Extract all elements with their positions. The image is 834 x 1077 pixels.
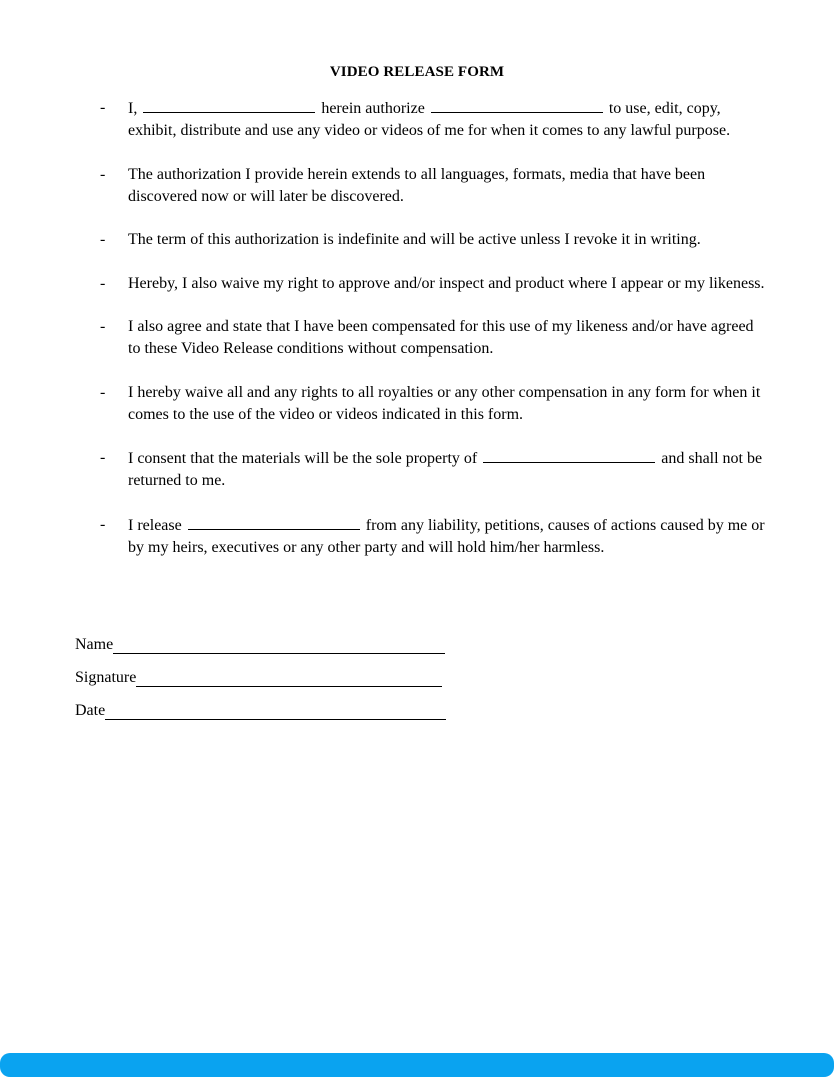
clause-compensation — [98, 316, 766, 360]
clause-release-liability — [98, 514, 766, 559]
clause-text: I hereby waive all and any rights to all royalties or any other compensation in any form for when it comes to the use of the video or videos indicated in this form. — [128, 383, 761, 423]
name-field-line[interactable] — [113, 636, 445, 654]
clause-text: The term of this authorization is indefinite and will be active unless I revoke it in writing. — [128, 231, 701, 248]
date-field-line[interactable] — [105, 702, 446, 720]
clause-text: Hereby, I also waive my right to approve and/or inspect and product where I appear or my likeness. — [128, 274, 765, 292]
footer-accent-bar — [0, 1053, 834, 1077]
bullet-dash: - — [100, 165, 106, 183]
clause-text: to use, edit, copy, exhibit, distribute and use any video or videos of me for when it comes to any lawful purpose. — [128, 100, 731, 139]
date-label: Date — [75, 702, 106, 719]
clause-text: from any liability, petitions, causes of actions caused by me or by my heirs, executives or any other party and will hold him/her harmless. — [128, 516, 765, 556]
clause-text: I, — [128, 100, 138, 117]
bullet-dash: - — [100, 515, 106, 533]
date-row — [75, 698, 446, 720]
signature-row — [75, 665, 446, 687]
authorized-party-blank[interactable] — [431, 97, 603, 113]
page-title: VIDEO RELEASE FORM — [329, 64, 505, 80]
clause-text: The authorization I provide herein extends to all languages, formats, media that have been discovered now or will later be discovered. — [128, 165, 706, 205]
name-row — [75, 632, 446, 654]
releasor-name-blank[interactable] — [143, 97, 315, 113]
clause-languages — [98, 164, 766, 208]
clause-property — [98, 447, 766, 492]
signature-field-line[interactable] — [136, 669, 442, 687]
clause-text: herein authorize — [321, 100, 425, 117]
clause-text: I release — [128, 516, 182, 534]
bullet-dash: - — [100, 99, 106, 116]
signature-block — [75, 632, 446, 731]
clause-royalties — [98, 382, 766, 426]
clause-list — [98, 97, 766, 580]
bullet-dash: - — [100, 318, 106, 335]
bullet-dash: - — [100, 383, 106, 401]
property-owner-blank[interactable] — [483, 447, 655, 463]
clause-text: I consent that the materials will be the sole property of — [128, 450, 478, 467]
clause-text: and shall not be returned to me. — [128, 450, 763, 489]
bullet-dash: - — [100, 274, 106, 292]
clause-waive-approval — [98, 273, 766, 295]
clause-text: I also agree and state that I have been compensated for this use of my likeness and/or have agreed to these Video Release conditions without compensation. — [128, 318, 754, 357]
released-party-blank[interactable] — [188, 514, 360, 530]
name-label: Name — [75, 636, 114, 653]
clause-term — [98, 229, 766, 251]
bullet-dash: - — [100, 449, 106, 466]
bullet-dash: - — [100, 231, 106, 248]
signature-label: Signature — [75, 669, 137, 686]
clause-authorize — [98, 97, 766, 142]
